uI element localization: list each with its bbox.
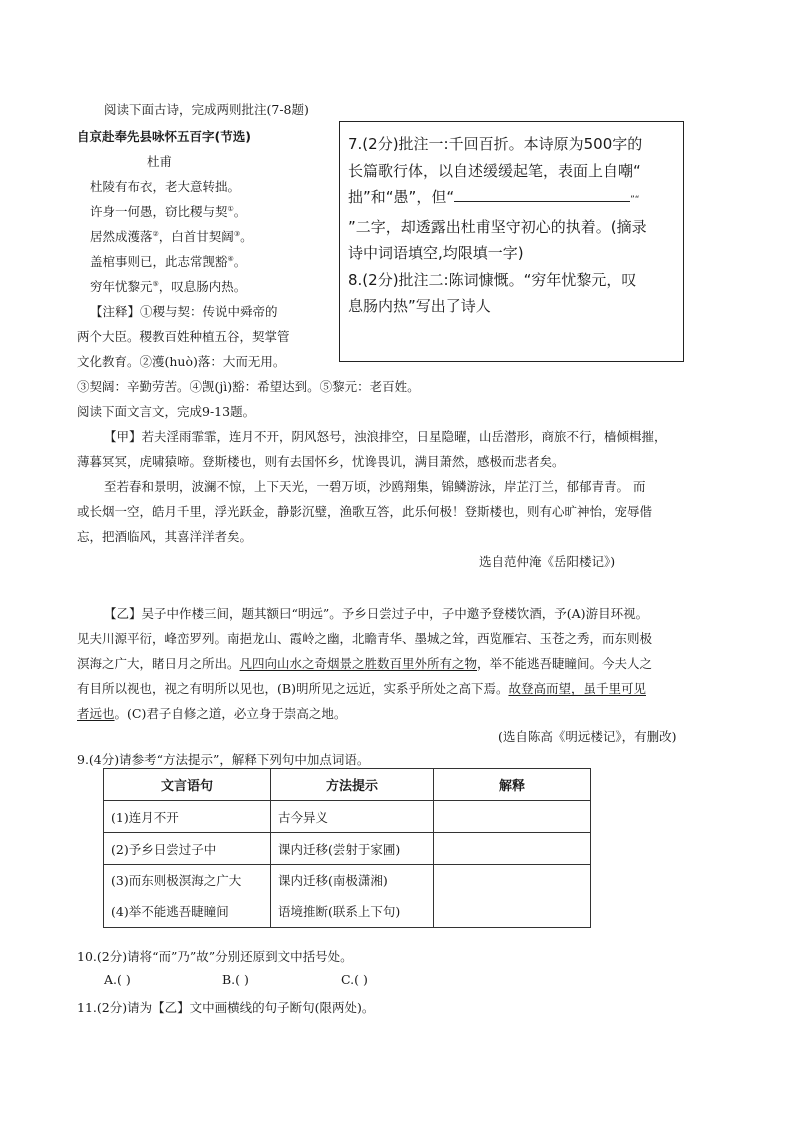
q9-r2-method: 课内迁移(尝射于家圃) [271, 833, 434, 865]
jia-line-5: 忘，把酒临风，其喜洋洋者矣。 [77, 529, 253, 544]
q9-header-sentence: 文言语句 [104, 769, 271, 801]
poem-note-1: 【注释】①稷与契：传说中舜帝的 [90, 304, 278, 319]
jia-line-2: 薄暮冥冥，虎啸猿啼。登斯楼也，则有去国怀乡，忧谗畏讥，满目萧然，感极而悲者矣。 [77, 454, 565, 469]
poem-note-3: 文化教育。②濩(huò)落：大而无用。 [77, 354, 286, 369]
q7-line-4: ”二字，却透露出杜甫坚守初心的执着。(摘录 [348, 217, 647, 236]
jia-line-4: 或长烟一空，皓月千里，浮光跃金，静影沉璧，渔歌互答，此乐何极！登斯楼也，则有心旷神怡，宠辱偕 [77, 504, 653, 519]
yi-line-1: 【乙】吴子中作楼三间，题其额曰“明远”。予乡日尝过子中，子中邀予登楼饮酒，予(A)游目环视。 [104, 606, 649, 621]
yi-source: (选自陈高《明远楼记》，有删改) [498, 729, 677, 744]
q11-title: 11.(2分)请为【乙】文中画横线的句子断句(限两处)。 [77, 1000, 375, 1015]
yi-line-4: 有目所以视也，视之有明所以见也，(B)明所见之远近，实系乎所处之高下焉。故登高而望，虽千里可见 [77, 681, 646, 696]
intro-text: 阅读下面古诗，完成两则批注(7-8题) [104, 102, 309, 117]
q8-line-1: 8.(2分)批注二:陈词慷慨。“穷年忧黎元，叹 [348, 270, 637, 289]
q7-line-2: 长篇歌行体，以自述缓缓起笔，表面上自嘲“ [348, 161, 641, 180]
q9-table [103, 768, 591, 928]
q10-title: 10.(2分)请将“而”乃”故”分别还原到文中括号处。 [77, 949, 353, 964]
poem-line-5: 穷年忧黎元⑤，叹息肠内热。 [90, 279, 247, 294]
q9-r3-method: 课内迁移(南极潇湘) [278, 873, 388, 888]
q9-r3-r4-answer[interactable] [434, 865, 591, 928]
poem-line-2: 许身一何愚，窃比稷与契①。 [90, 204, 247, 219]
q9-r2-answer[interactable] [434, 833, 591, 865]
yi-underlined-sentence-1: 凡四向山水之奇烟景之胜数百里外所有之物 [239, 656, 478, 671]
q10-blank-c[interactable]: C.( ) [341, 972, 368, 987]
jia-source: 选自范仲淹《岳阳楼记》) [479, 554, 616, 569]
q9-r4-sentence: (4)举不能逃吾睫瞳间 [111, 904, 229, 919]
q9-header-method: 方法提示 [271, 769, 434, 801]
q9-header-explain: 解释 [434, 769, 591, 801]
q10-blank-b[interactable]: B.( ) [222, 972, 249, 987]
poem-line-4: 盖棺事则已，此志常觊豁④。 [90, 254, 247, 269]
poem-note-4: ③契阔：辛勤劳苦。④觊(jì)豁：希望达到。⑤黎元：老百姓。 [77, 379, 420, 394]
poem-author: 杜甫 [147, 154, 173, 169]
q9-r3-r4-method [271, 865, 434, 928]
q7-answer-blank[interactable] [454, 187, 630, 202]
intro2-text: 阅读下面文言文，完成9-13题。 [77, 404, 256, 419]
yi-underlined-sentence-2a: 故登高而望，虽千里可见 [508, 681, 646, 696]
q9-r2-sentence: (2)予乡日尝过子中 [104, 833, 271, 865]
jia-line-3: 至若春和景明，波澜不惊，上下天光，一碧万顷，沙鸥翔集，锦鳞游泳，岸芷汀兰，郁郁青青。 而 [104, 479, 646, 494]
jia-line-1: 【甲】若夫淫雨霏霏，连月不开，阴风怒号，浊浪排空，日星隐曜，山岳潜形，商旅不行，樯倾楫摧， [104, 429, 667, 444]
annotation-box [339, 121, 684, 362]
q9-r4-method: 语境推断(联系上下句) [278, 904, 401, 919]
poem-note-2: 两个大臣。稷教百姓种植五谷，契掌管 [77, 329, 290, 344]
q9-r1-answer[interactable] [434, 801, 591, 833]
yi-underlined-sentence-2b: 者远也 [77, 706, 115, 721]
q9-r1-method: 古今异义 [271, 801, 434, 833]
q9-r1-sentence: (1)连月不开 [104, 801, 271, 833]
q7-line-5: 诗中词语填空,均限填一字) [348, 244, 524, 262]
yi-line-3: 溟海之广大，睹日月之所出。凡四向山水之奇烟景之胜数百里外所有之物，举不能逃吾睫瞳间。今夫人之 [77, 656, 653, 671]
q8-line-2: 息肠内热”写出了诗人 [348, 297, 491, 315]
q7-line-1: 7.(2分)批注一:千回百折。本诗原为500字的 [348, 135, 643, 153]
q7-line-3: 拙”和“愚”，但“ ”“ [348, 188, 640, 206]
poem-title: 自京赴奉先县咏怀五百字(节选) [77, 129, 251, 144]
poem-line-1: 杜陵有布衣，老大意转拙。 [90, 179, 241, 194]
q10-blank-a[interactable]: A.( ) [104, 972, 131, 987]
q9-title: 9.(4分)请参考“方法提示”，解释下列句中加点词语。 [77, 752, 370, 767]
yi-line-2: 见夫川源平衍，峰峦罗列。南挹龙山、霞岭之幽，北瞻青华、墨城之耸，西览雁宕、玉苍之秀，而东则极 [77, 631, 653, 646]
yi-line-5: 者远也。(C)君子自修之道，必立身于崇高之地。 [77, 706, 347, 721]
q9-r3-sentence: (3)而东则极溟海之广大 [111, 873, 242, 888]
poem-line-3: 居然成濩落②，白首甘契阔③。 [90, 229, 253, 244]
q9-r3-r4-sentence [104, 865, 271, 928]
